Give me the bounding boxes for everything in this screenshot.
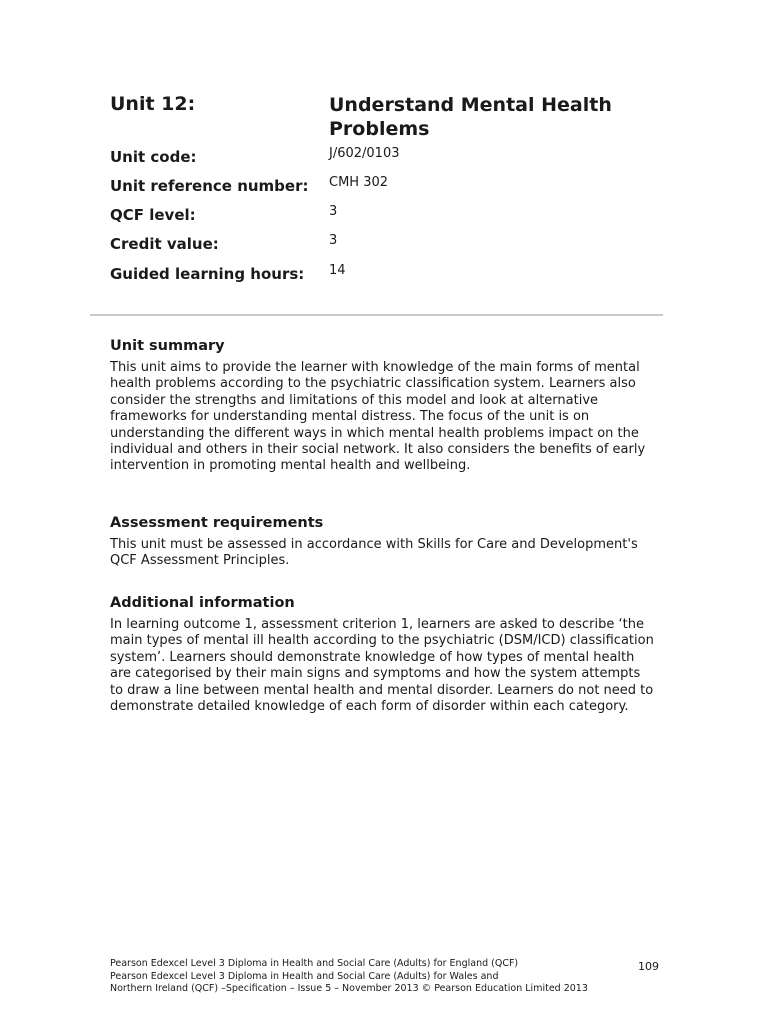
- detail-label: Credit value:: [110, 235, 219, 253]
- detail-value: 14: [329, 263, 346, 278]
- unit-summary-section: [110, 338, 655, 475]
- detail-row-reference-number: [110, 177, 670, 199]
- assessment-requirements-section: [110, 515, 655, 570]
- unit-title: Understand Mental Health Problems: [329, 94, 612, 140]
- unit-number: Unit 12:: [110, 93, 196, 115]
- section-body: In learning outcome 1, assessment criterion 1, learners are asked to describe ‘the main types of mental ill health according to the psychiatric (DSM/ICD) classification system’. Learners should demonstrate knowledge of how types of mental health are categorised by their main signs and symptoms and how the system attempts to draw a line between mental health and mental disorder. Learners do not need to demonstrate detailed knowledge of each form of disorder within each category.: [110, 617, 654, 715]
- detail-row-guided-learning-hours: [110, 265, 670, 287]
- footer-line: Northern Ireland (QCF) –Specification – Issue 5 – November 2013 © Pearson Education Limited 2013: [110, 983, 588, 994]
- detail-label: Unit code:: [110, 148, 197, 166]
- footer-line: Pearson Edexcel Level 3 Diploma in Health and Social Care (Adults) for Wales and: [110, 970, 499, 982]
- section-heading: Additional information: [110, 595, 295, 611]
- page-number: 109: [638, 960, 659, 973]
- section-body: This unit must be assessed in accordance with Skills for Care and Development's QCF Assessment Principles.: [110, 537, 638, 569]
- detail-value: CMH 302: [329, 175, 389, 190]
- detail-row-credit-value: [110, 235, 670, 257]
- detail-label: Guided learning hours:: [110, 265, 305, 283]
- additional-information-section: [110, 595, 655, 715]
- page-footer: [110, 958, 650, 996]
- section-divider: [90, 314, 663, 316]
- detail-value: 3: [329, 204, 338, 219]
- detail-row-unit-code: [110, 148, 670, 170]
- detail-row-qcf-level: [110, 206, 670, 228]
- section-heading: Assessment requirements: [110, 515, 324, 531]
- detail-label: QCF level:: [110, 206, 196, 224]
- detail-value: 3: [329, 233, 338, 248]
- detail-label: Unit reference number:: [110, 177, 309, 195]
- section-heading: Unit summary: [110, 338, 225, 354]
- footer-line: Pearson Edexcel Level 3 Diploma in Health and Social Care (Adults) for England (QCF): [110, 958, 519, 969]
- section-body: This unit aims to provide the learner with knowledge of the main forms of mental health problems according to the psychiatric classification system. Learners also consider the strengths and limitations of this model and look at alternative frameworks for understanding mental distress. The focus of the unit is on understanding the different ways in which mental health problems impact on the individual and others in their social network. It also considers the benefits of early intervention in promoting mental health and wellbeing.: [110, 360, 646, 474]
- detail-value: J/602/0103: [329, 146, 400, 161]
